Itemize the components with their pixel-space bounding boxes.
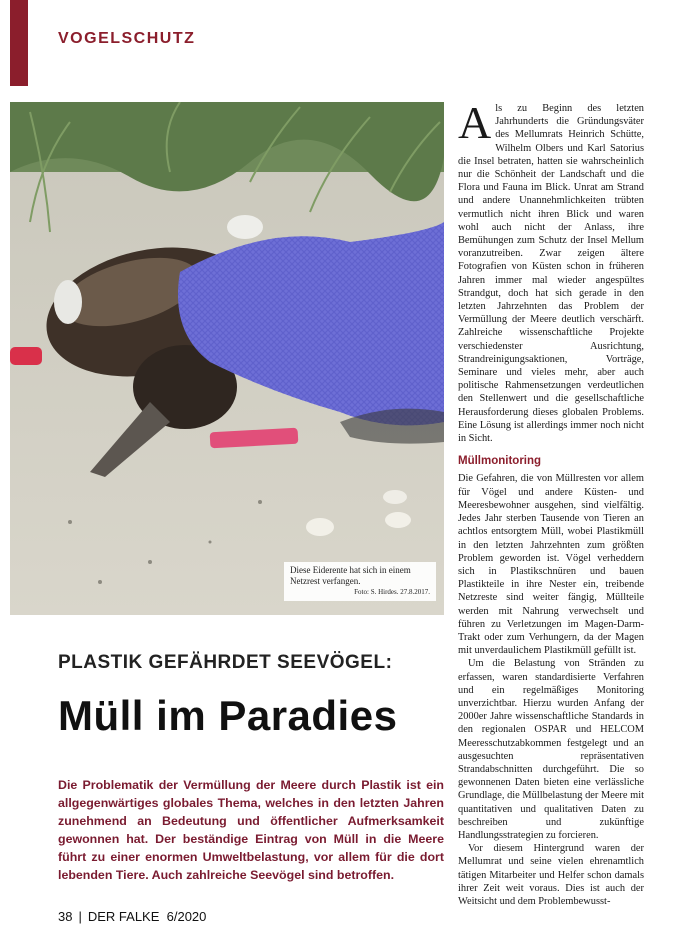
caption-text: Diese Eiderente hat sich in einem Netzrest verfangen. — [290, 565, 411, 586]
section-subhead: Müllmonitoring — [458, 455, 542, 468]
magazine-name: DER FALKE — [87, 909, 160, 924]
article-photo — [10, 102, 444, 615]
section-label: VOGELSCHUTZ — [58, 30, 196, 47]
body-paragraph-3: Um die Belastung von Stränden zu erfassen, waren standardisierte Verfahren und ein regelmäßiges Monitoring unverzichtbar. Hierzu wurden Anfang der 2000er Jahre wissenschaftliche Standards in den regionalen OSPAR und HELCOM Meeresschutzabkommen festgelegt und an ausgesuchten repräsentativen Strandabschnitten durchgeführt. Die so gewonnenen Daten bieten eine verlässliche Grundlage, die Müllbelastung der Meere mit quantitativen und qualitativen Daten zu beschreiben und zukünftige Handlungsstrategien zu forcieren. — [458, 658, 644, 841]
eider-duck-photo — [10, 102, 444, 615]
article-lead: Die Problematik der Vermüllung der Meere durch Plastik ist ein allgegenwärtiges globales Thema, welches in den letzten Jahren zunehmend an Bedeutung und öffentlicher Aufmerksamkeit gewonnen hat. Der beständige Eintrag von Müll in die Meere führt zu einer enormen Umweltbelastung, vor allem für die dort lebenden Tiere. Auch zahlreiche Seevögel sind betroffen. — [58, 778, 444, 882]
accent-bar — [10, 0, 28, 86]
article-kicker: PLASTIK GEFÄHRDET SEEVÖGEL: — [58, 652, 393, 673]
page-number: 38 — [58, 909, 73, 924]
footer-separator: | — [78, 909, 82, 924]
body-paragraph-2: Die Gefahren, die von Müllresten vor allem für Vögel und andere Küsten- und Meeresbewohner ausgehen, sind vielfältig. Jedes Jahr sterben Tausende von Tieren an achtlos entsorgtem Müll, wobei Plastikmüll in den letzten Jahrzehnten zum größten Problem geworden ist. Vögel verheddern sich in Plastikschnüren und bauen Plastikteile in ihre Nester ein, treibende Netzreste sind weiter fängig, Müllteile werden mit Nahrung verwechselt und führen zu Verletzungen im Magen-Darm-Trakt oder zum Verhungern, da der Magen mit unverdaulichem Plastikmüll gefüllt ist. — [458, 473, 644, 657]
page-footer — [58, 909, 206, 924]
paragraph-1-text: ls zu Beginn des letzten Jahrhunderts die Gründungsväter des Mellumrats Heinrich Schütte, Wilhelm Olbers und Karl Satorius die Insel betraten, hatten sie wahrscheinlich nur die Schönheit der Landschaft und die Flora und Fauna im Blick. Unrat am Strand und andere Unannehmlichkeiten trübten vermutlich nicht ihren Blick und waren wohl auch nicht der Anlass, ihre Bemühungen zum Schutz der Insel Mellum voranzutreiben. Zwar zeigen ältere Fotografien von Küsten schon in früheren Jahren immer mal wieder angespültes Strandgut, doch hat sich gerade in den letzten Jahrzehnten das Problem der Vermüllung der Meere deutlich verschärft. Zahlreiche wissenschaftliche Projekte verschiedenster Ausrichtung, Strandreinigungsaktionen, Vorträge, Seminare und vieles mehr, aber auch politische Rahmensetzungen verdeutlichen den Stellenwert und die gesellschaftliche Herausforderung dieses globalen Problems. Eine Lösung ist allerdings immer noch nicht in Sicht. — [458, 103, 644, 445]
photo-credit: Foto: S. Hirdes. 27.8.2017. — [354, 588, 430, 596]
body-paragraph-1 — [458, 97, 644, 445]
photo-caption — [284, 562, 436, 601]
issue-number: 6/2020 — [166, 909, 207, 924]
article-title: Müll im Paradies — [58, 692, 398, 739]
dropcap: A — [458, 97, 492, 148]
article-body-column — [458, 97, 644, 908]
body-paragraph-4: Vor diesem Hintergrund waren der Mellumrat und seine vielen ehrenamtlich tätigen Mitarbeiter und Helfer schon damals ihrer Zeit weit voraus. Dies ist auch der Weitsicht und dem Problembewusst- — [458, 843, 644, 907]
